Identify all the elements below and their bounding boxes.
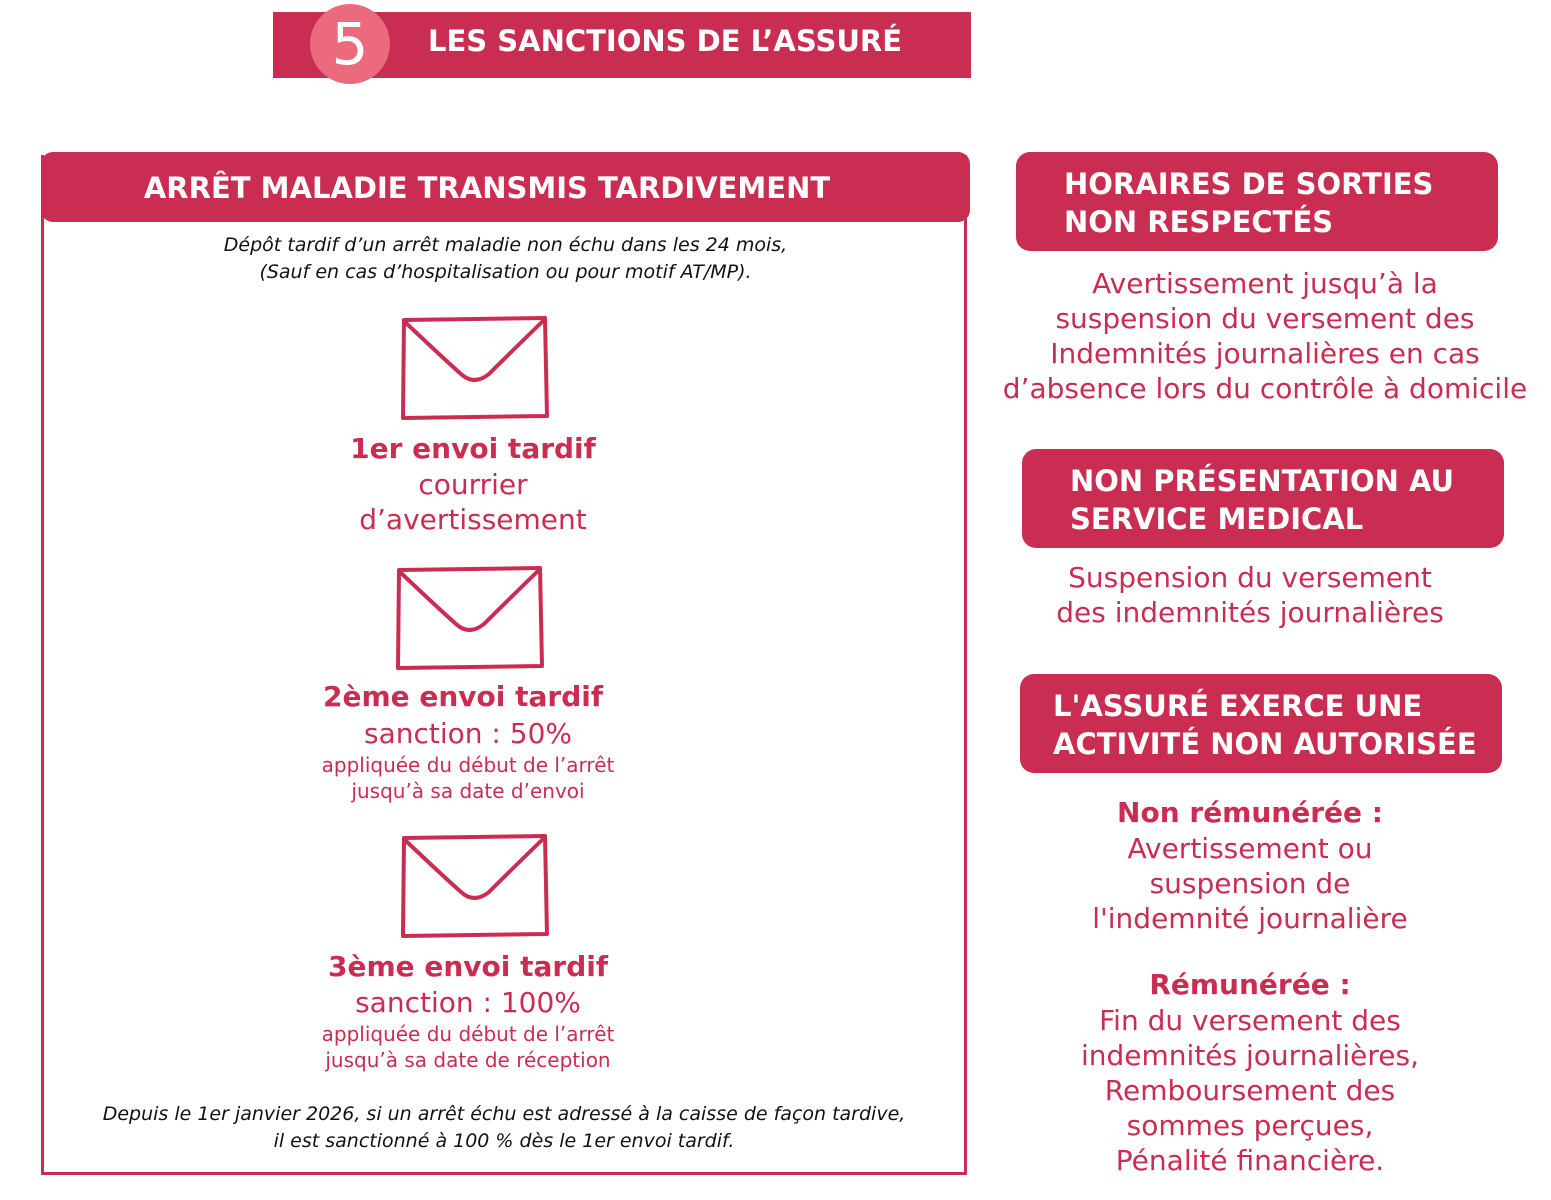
step-2-detail-2: jusqu’à sa date d’envoi <box>351 779 585 803</box>
non-remuneree-text <box>1000 831 1500 936</box>
step-3-detail-1: appliquée du début de l’arrêt <box>321 1022 615 1046</box>
step-2-title: 2ème envoi tardif <box>322 680 604 713</box>
footnote-line-1: Depuis le 1er janvier 2026, si un arrêt échu est adressé à la caisse de façon tardive, <box>102 1103 906 1125</box>
remuneree-line-2: indemnités journalières, <box>1081 1039 1419 1072</box>
remuneree-line-1: Fin du versement des <box>1099 1004 1401 1037</box>
remuneree-label: Rémunérée : <box>1149 968 1351 1001</box>
step-2-sanction: sanction : 50% <box>364 717 572 750</box>
horaires-text-2: suspension du versement des <box>1055 302 1475 335</box>
activite-title-1: L'ASSURÉ EXERCE UNE <box>1053 689 1423 723</box>
horaires-text-4: d’absence lors du contrôle à domicile <box>1002 372 1528 405</box>
presentation-text-2: des indemnités journalières <box>1056 596 1444 629</box>
activite-card <box>1020 674 1502 773</box>
remuneree-line-4: sommes perçues, <box>1126 1109 1374 1142</box>
non-remuneree-line-3: l'indemnité journalière <box>1092 902 1408 935</box>
intro-text <box>41 232 970 286</box>
remuneree-line-3: Remboursement des <box>1104 1074 1396 1107</box>
presentation-title-1: NON PRÉSENTATION AU <box>1070 464 1455 498</box>
horaires-text-1: Avertissement jusqu’à la <box>1092 267 1438 300</box>
non-remuneree-label: Non rémunérée : <box>1117 796 1383 829</box>
step-2-details <box>258 752 678 804</box>
footnote-line-2: il est sanctionné à 100 % dès le 1er envoi tardif. <box>273 1130 735 1152</box>
horaires-text <box>995 266 1535 406</box>
step-1-title: 1er envoi tardif <box>350 432 596 465</box>
presentation-text-1: Suspension du versement <box>1068 561 1432 594</box>
step-3-sanction: sanction : 100% <box>355 986 581 1019</box>
presentation-card <box>1022 449 1504 548</box>
remuneree-line-5: Pénalité financière. <box>1115 1144 1385 1177</box>
envelope-icon <box>399 314 549 420</box>
step-3-detail-2: jusqu’à sa date de réception <box>325 1048 611 1072</box>
envelope-icon <box>394 564 544 670</box>
envelope-icon <box>399 832 549 938</box>
step-3-title: 3ème envoi tardif <box>327 950 609 983</box>
late-sick-leave-title: ARRÊT MALADIE TRANSMIS TARDIVEMENT <box>143 171 831 205</box>
horaires-title-2: NON RESPECTÉS <box>1064 205 1334 239</box>
footnote <box>44 1101 964 1155</box>
intro-line-2: (Sauf en cas d’hospitalisation ou pour motif AT/MP). <box>259 261 752 283</box>
step-1-text <box>263 467 683 537</box>
horaires-text-3: Indemnités journalières en cas <box>1050 337 1480 370</box>
non-remuneree-line-1: Avertissement ou <box>1127 832 1373 865</box>
step-1-line-1: courrier <box>418 468 528 501</box>
section-title: LES SANCTIONS DE L’ASSURÉ <box>428 24 903 58</box>
horaires-title-1: HORAIRES DE SORTIES <box>1064 167 1434 201</box>
intro-line-1: Dépôt tardif d’un arrêt maladie non échu dans les 24 mois, <box>223 234 788 256</box>
presentation-text <box>995 560 1505 630</box>
section-number-badge: 5 <box>310 4 390 84</box>
step-1-line-2: d’avertissement <box>359 503 587 536</box>
horaires-card <box>1016 152 1498 251</box>
activite-title-2: ACTIVITÉ NON AUTORISÉE <box>1053 727 1477 761</box>
step-2-detail-1: appliquée du début de l’arrêt <box>321 753 615 777</box>
non-remuneree-line-2: suspension de <box>1149 867 1351 900</box>
remuneree-text <box>1000 1003 1500 1178</box>
presentation-title-2: SERVICE MEDICAL <box>1070 502 1364 536</box>
step-3-details <box>258 1021 678 1073</box>
